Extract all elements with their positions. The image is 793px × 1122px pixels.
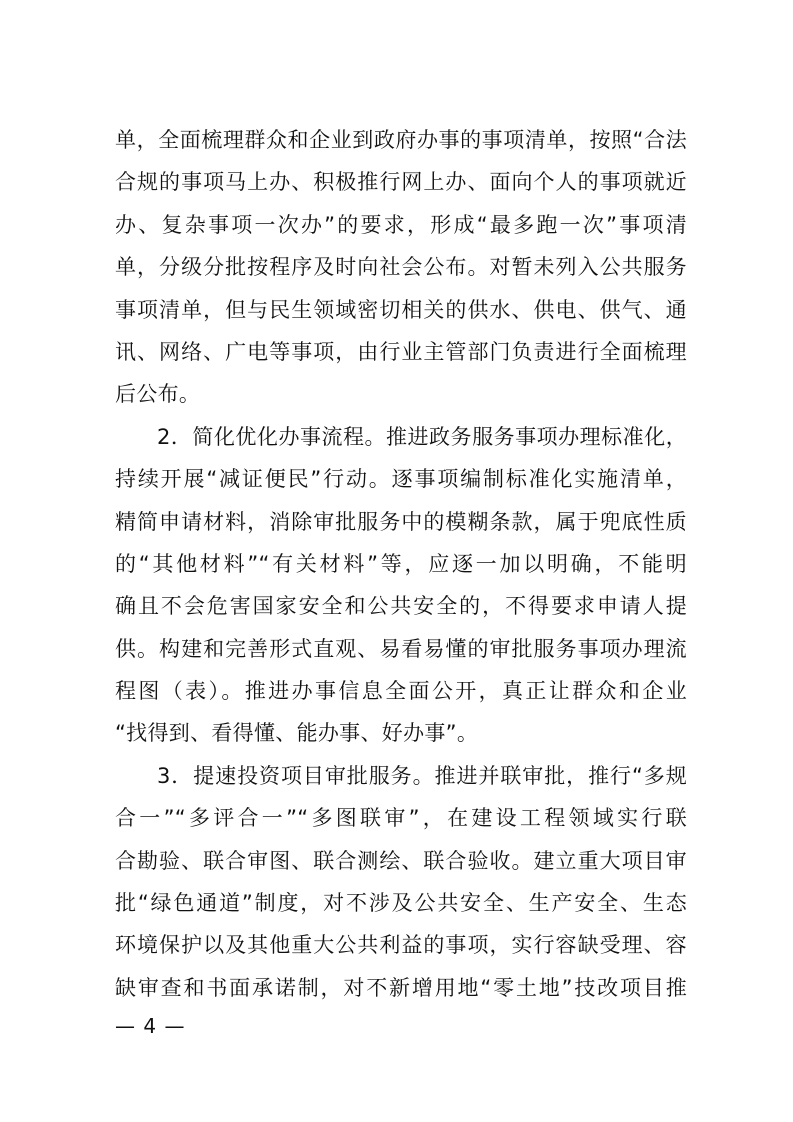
- text-line: 的“其他材料”“有关材料”等，应逐一加以明确，不能明: [115, 551, 687, 576]
- text-line: 精简申请材料，消除审批服务中的模糊条款，属于兜底性质: [115, 509, 687, 534]
- text-line: 确且不会危害国家安全和公共安全的，不得要求申请人提: [115, 594, 687, 619]
- text-line: 办、复杂事项一次办”的要求，形成“最多跑一次”事项清: [115, 212, 687, 237]
- text-line: 单，分级分批按程序及时向社会公布。对暂未列入公共服务: [115, 255, 687, 280]
- text-line: 事项清单，但与民生领域密切相关的供水、供电、供气、通: [115, 297, 687, 322]
- body-text: [115, 119, 687, 1009]
- text-line: 讯、网络、广电等事项，由行业主管部门负责进行全面梳理: [115, 339, 687, 364]
- text-line: 2．简化优化办事流程。推进政务服务事项办理标准化，: [157, 424, 687, 449]
- text-line: 合勘验、联合审图、联合测绘、联合验收。建立重大项目审: [115, 848, 687, 873]
- text-line: 后公布。: [115, 382, 201, 407]
- text-line: 缺审查和书面承诺制，对不新增用地“零土地”技改项目推: [115, 975, 687, 1000]
- text-line: 持续开展“减证便民”行动。逐事项编制标准化实施清单，: [115, 467, 687, 492]
- text-line: 合规的事项马上办、积极推行网上办、面向个人的事项就近: [115, 170, 687, 195]
- text-line: “找得到、看得懂、能办事、好办事”。: [115, 721, 479, 746]
- text-line: 单，全面梳理群众和企业到政府办事的事项清单，按照“合法: [115, 128, 687, 152]
- text-line: 批“绿色通道”制度，对不涉及公共安全、生产安全、生态: [115, 891, 687, 916]
- text-line: 合一”“多评合一”“多图联审”，在建设工程领域实行联: [115, 806, 687, 831]
- text-line: 程图（表）。推进办事信息全面公开，真正让群众和企业: [115, 679, 687, 704]
- text-line: 环境保护以及其他重大公共利益的事项，实行容缺受理、容: [115, 933, 687, 958]
- page-number: — 4 —: [115, 1014, 186, 1038]
- text-line: 3．提速投资项目审批服务。推进并联审批，推行“多规: [157, 763, 687, 788]
- text-line: 供。构建和完善形式直观、易看易懂的审批服务事项办理流: [115, 636, 687, 661]
